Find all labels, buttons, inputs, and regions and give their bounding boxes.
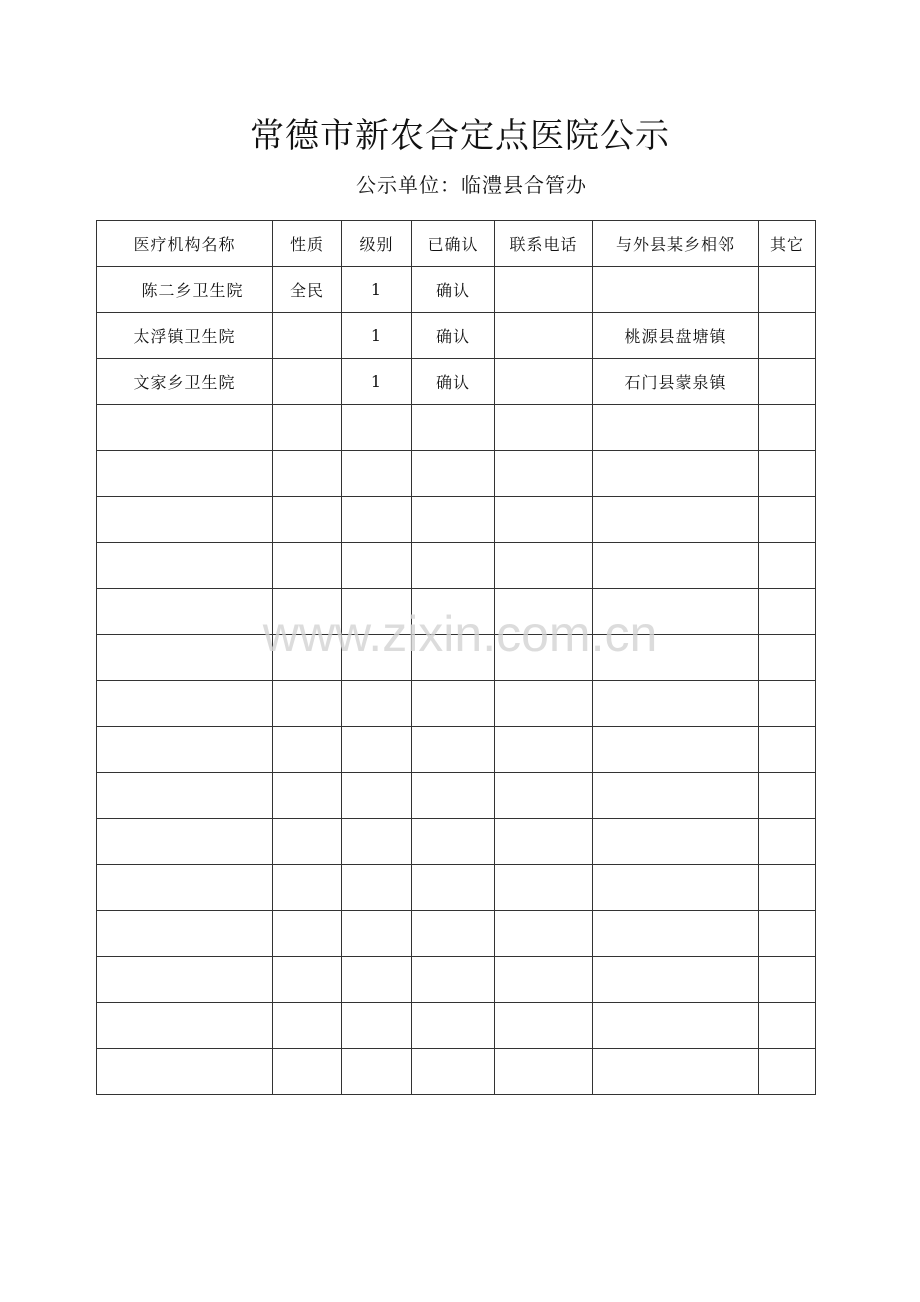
nature-cell: [273, 819, 342, 865]
nature-cell: [273, 359, 342, 405]
nature-cell: [273, 451, 342, 497]
confirmed-cell: [412, 635, 495, 681]
adjacent-cell: [593, 681, 759, 727]
institution-cell: [97, 451, 273, 497]
phone-cell: [495, 865, 593, 911]
adjacent-cell: [593, 1049, 759, 1095]
level-cell: [342, 589, 412, 635]
nature-cell: [273, 543, 342, 589]
phone-cell: [495, 267, 593, 313]
table-row: [97, 1049, 816, 1095]
adjacent-cell: [593, 635, 759, 681]
confirmed-cell: [412, 543, 495, 589]
nature-cell: [273, 681, 342, 727]
watermark: www.zixin.com.cn: [262, 606, 658, 662]
phone-cell: [495, 819, 593, 865]
level-cell: 1: [342, 267, 412, 313]
header-adjacent-township: 与外县某乡相邻: [593, 221, 759, 267]
table-row: [97, 865, 816, 911]
phone-cell: [495, 359, 593, 405]
confirmed-cell: [412, 773, 495, 819]
other-cell: [759, 313, 816, 359]
institution-cell: [97, 543, 273, 589]
confirmed-cell: [412, 911, 495, 957]
nature-cell: [273, 313, 342, 359]
institution-cell: 陈二乡卫生院: [97, 267, 273, 313]
level-cell: 1: [342, 359, 412, 405]
other-cell: [759, 773, 816, 819]
institution-cell: 太浮镇卫生院: [97, 313, 273, 359]
other-cell: [759, 727, 816, 773]
confirmed-cell: [412, 819, 495, 865]
table-row: [97, 267, 816, 313]
institution-cell: [97, 497, 273, 543]
other-cell: [759, 1049, 816, 1095]
level-cell: [342, 727, 412, 773]
confirmed-cell: [412, 727, 495, 773]
adjacent-cell: [593, 451, 759, 497]
adjacent-cell: 石门县蒙泉镇: [593, 359, 759, 405]
other-cell: [759, 1003, 816, 1049]
level-cell: [342, 957, 412, 1003]
table-row: [97, 405, 816, 451]
level-cell: [342, 911, 412, 957]
adjacent-cell: [593, 589, 759, 635]
confirmed-cell: [412, 405, 495, 451]
header-phone: 联系电话: [495, 221, 593, 267]
nature-cell: [273, 635, 342, 681]
level-cell: [342, 681, 412, 727]
confirmed-cell: [412, 497, 495, 543]
table-row: [97, 1003, 816, 1049]
institution-cell: [97, 773, 273, 819]
confirmed-cell: [412, 681, 495, 727]
institution-cell: 文家乡卫生院: [97, 359, 273, 405]
institution-cell: [97, 819, 273, 865]
table-row: [97, 497, 816, 543]
phone-cell: [495, 405, 593, 451]
phone-cell: [495, 589, 593, 635]
adjacent-cell: [593, 727, 759, 773]
level-cell: [342, 1049, 412, 1095]
nature-cell: [273, 957, 342, 1003]
table-row: [97, 451, 816, 497]
phone-cell: [495, 957, 593, 1003]
adjacent-cell: [593, 911, 759, 957]
adjacent-cell: [593, 497, 759, 543]
adjacent-cell: [593, 1003, 759, 1049]
confirmed-cell: 确认: [412, 267, 495, 313]
level-cell: [342, 497, 412, 543]
table-row: [97, 911, 816, 957]
institution-cell: [97, 589, 273, 635]
confirmed-cell: 确认: [412, 313, 495, 359]
level-cell: [342, 773, 412, 819]
other-cell: [759, 267, 816, 313]
table-row: [97, 773, 816, 819]
header-nature: 性质: [273, 221, 342, 267]
header-institution: 医疗机构名称: [97, 221, 273, 267]
adjacent-cell: [593, 267, 759, 313]
confirmed-cell: [412, 451, 495, 497]
adjacent-cell: 桃源县盘塘镇: [593, 313, 759, 359]
nature-cell: [273, 727, 342, 773]
adjacent-cell: [593, 543, 759, 589]
nature-cell: [273, 1003, 342, 1049]
other-cell: [759, 865, 816, 911]
institution-cell: [97, 635, 273, 681]
phone-cell: [495, 497, 593, 543]
phone-cell: [495, 635, 593, 681]
publisher-line: 公示单位：临澧县合管办: [356, 173, 587, 197]
other-cell: [759, 543, 816, 589]
adjacent-cell: [593, 773, 759, 819]
nature-cell: [273, 589, 342, 635]
hospital-table: [96, 220, 816, 1095]
phone-cell: [495, 1049, 593, 1095]
adjacent-cell: [593, 405, 759, 451]
level-cell: [342, 451, 412, 497]
other-cell: [759, 681, 816, 727]
level-cell: [342, 1003, 412, 1049]
level-cell: [342, 635, 412, 681]
phone-cell: [495, 1003, 593, 1049]
level-cell: 1: [342, 313, 412, 359]
other-cell: [759, 635, 816, 681]
level-cell: [342, 865, 412, 911]
table-row: [97, 635, 816, 681]
nature-cell: [273, 865, 342, 911]
other-cell: [759, 911, 816, 957]
header-level: 级别: [342, 221, 412, 267]
level-cell: [342, 405, 412, 451]
confirmed-cell: [412, 589, 495, 635]
institution-cell: [97, 681, 273, 727]
nature-cell: [273, 497, 342, 543]
table-row: [97, 957, 816, 1003]
phone-cell: [495, 681, 593, 727]
level-cell: [342, 543, 412, 589]
confirmed-cell: 确认: [412, 359, 495, 405]
phone-cell: [495, 543, 593, 589]
institution-cell: [97, 405, 273, 451]
level-cell: [342, 819, 412, 865]
other-cell: [759, 497, 816, 543]
confirmed-cell: [412, 1003, 495, 1049]
adjacent-cell: [593, 957, 759, 1003]
confirmed-cell: [412, 957, 495, 1003]
institution-cell: [97, 865, 273, 911]
nature-cell: 全民: [273, 267, 342, 313]
page-title: 常德市新农合定点医院公示: [250, 116, 670, 156]
phone-cell: [495, 773, 593, 819]
table-row: [97, 819, 816, 865]
institution-cell: [97, 1049, 273, 1095]
header-confirmed: 已确认: [412, 221, 495, 267]
nature-cell: [273, 773, 342, 819]
other-cell: [759, 957, 816, 1003]
table-row: [97, 727, 816, 773]
nature-cell: [273, 1049, 342, 1095]
nature-cell: [273, 911, 342, 957]
other-cell: [759, 819, 816, 865]
confirmed-cell: [412, 865, 495, 911]
table-row: [97, 681, 816, 727]
phone-cell: [495, 727, 593, 773]
other-cell: [759, 589, 816, 635]
nature-cell: [273, 405, 342, 451]
table-row: [97, 359, 816, 405]
table-row: [97, 589, 816, 635]
institution-cell: [97, 727, 273, 773]
other-cell: [759, 451, 816, 497]
header-other: 其它: [759, 221, 816, 267]
other-cell: [759, 359, 816, 405]
table-header-row: [97, 221, 816, 267]
phone-cell: [495, 911, 593, 957]
institution-cell: [97, 957, 273, 1003]
other-cell: [759, 405, 816, 451]
adjacent-cell: [593, 865, 759, 911]
institution-cell: [97, 911, 273, 957]
table-row: [97, 313, 816, 359]
institution-cell: [97, 1003, 273, 1049]
phone-cell: [495, 451, 593, 497]
adjacent-cell: [593, 819, 759, 865]
confirmed-cell: [412, 1049, 495, 1095]
table-row: [97, 543, 816, 589]
phone-cell: [495, 313, 593, 359]
